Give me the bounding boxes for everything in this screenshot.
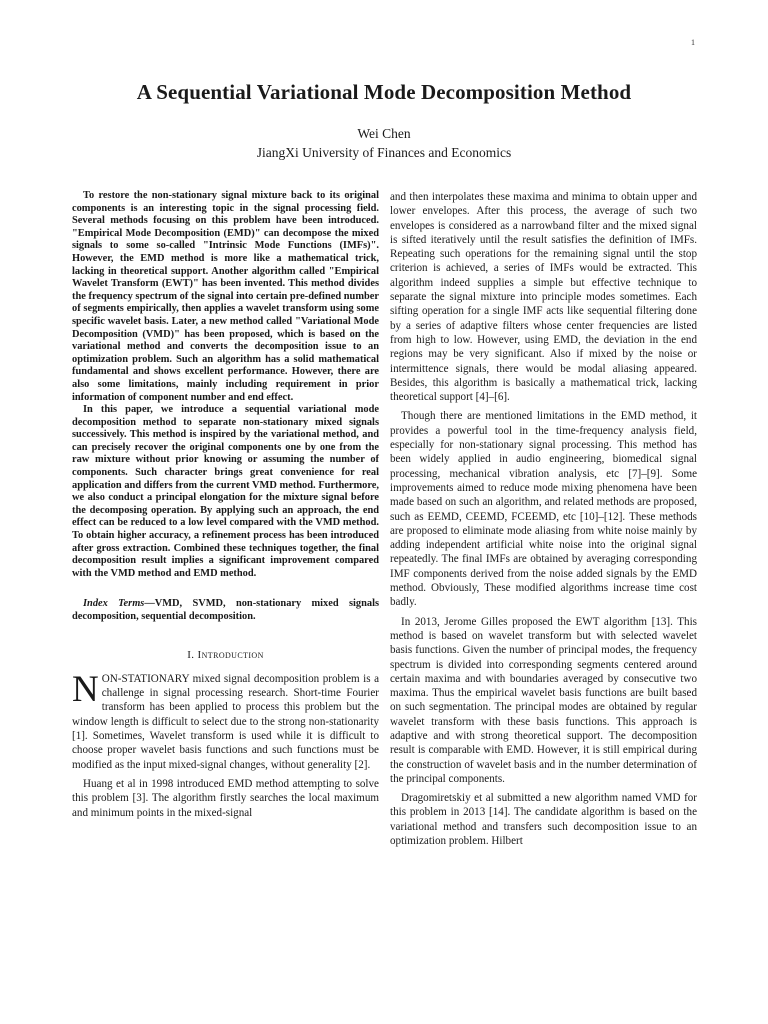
- author-block: [0, 124, 768, 162]
- index-terms-text: —VMD, SVMD, non-stationary mixed signals decomposition, sequential decomposition.: [72, 598, 379, 622]
- paper-title: A Sequential Variational Mode Decomposition Method: [136, 80, 632, 104]
- introduction-body: [72, 668, 379, 820]
- index-terms-label: Index Terms: [83, 598, 145, 610]
- body-paragraph: Huang et al in 1998 introduced EMD method attempting to solve this problem [3]. The algorithm firstly searches the local maximum and minimum points in the mixed-signal: [72, 777, 379, 819]
- index-terms: [72, 598, 379, 623]
- right-column: [390, 190, 697, 853]
- abstract-paragraph: To restore the non-stationary signal mixture back to its original components is an interesting topic in the signal processing field. Several methods focusing on this problem have been introduced. "Empirical Mode Decomposition (EMD)" can decompose the mixed signals to some so-called "Intrinsic Mode Functions (IMFs)". However, the EMD method is more like a mathematical trick, lacking in theoretical support. Another algorithm called "Empirical Wavelet Transform (EWT)" has been invented. This method divides the frequency spectrum of the signal into certain pre-defined number of segments empirically, then applies a wavelet transform using some specific wavelet basis. Later, a new method called "Variational Mode Decomposition (VMD)" has been proposed, which is based on the variational method and converts the decomposition issue to an optimization problem. Such an algorithm has a solid mathematical fundamental and shows excellent performance. However, there are also some limitations, mainly including requirement in prior information of component number and end effect.: [72, 190, 379, 403]
- abstract: [72, 190, 379, 580]
- body-paragraph: Dragomiretskiy et al submitted a new algorithm named VMD for this problem in 2013 [14]. The candidate algorithm is based on the variational method and transfers such decomposition issue to an optimization problem. Hilbert: [390, 792, 697, 848]
- abstract-paragraph: In this paper, we introduce a sequential variational mode decomposition method to separate non-stationary mixed signals successively. This method is inspired by the variational method, and can precisely recover the original components one by one from the raw mixture without prior knowing or assuming the number of components. Such character brings great convenience for real application and differs from the current VMD method. Furthermore, we also conduct a principal elongation for the mixture signal before the decomposing operation. By applying such an approach, the end effect can be reduced to a low level compared with the VMD method. To obtain higher accuracy, a refinement process has been introduced after gross extraction. Combined these techniques together, the final decomposition result implies a significant improvement compared with the VMD method and EMD method.: [72, 404, 379, 579]
- body-paragraph: In 2013, Jerome Gilles proposed the EWT algorithm [13]. This method is based on wavelet transform but with selected wavelet basis functions. Given the number of principal modes, the frequency spectrum is divided into corresponding segments centered around certain maxima and with boundaries averaged by consecutive two maxima. Thus the empirical wavelet basis functions are built based on such segmentation. The principal modes are obtained by regular wavelet transform with these basis functions. This approach is adaptive and with strong theoretical support. The decomposition result is comparable with EMD. However, it is still empirical during the construction of wavelet basis and in the number determination of the principal components.: [390, 615, 697, 785]
- author-name: Wei Chen: [357, 126, 411, 141]
- body-paragraph: [72, 668, 379, 772]
- page-number: 1: [691, 38, 695, 47]
- left-column: [72, 190, 379, 825]
- section-heading-introduction: I. Introduction: [187, 648, 264, 661]
- body-paragraph-text: ON-STATIONARY mixed signal decomposition problem is a challenge in signal processing research. Short-time Fourier transform has been applied to process this problem but the window length is difficult to select due to the strong non-stationarity [1]. Sometimes, Wavelet transform is used while it is difficult to choose proper wavelet basis functions and such functions must be modified as the input mixed-signal changes, without generality [2].: [72, 672, 379, 771]
- drop-cap: N: [72, 668, 99, 710]
- author-affiliation: JiangXi University of Finances and Economics: [256, 145, 512, 160]
- body-paragraph: Though there are mentioned limitations in the EMD method, it provides a powerful tool in the time-frequency analysis field, especially for non-stationary signal processing. This method has been widely applied in audio engineering, biomedical signal processing, mechanical vibration analysis, etc [7]–[9]. Some improvements aimed to reduce mode mixing phenomena have been made based on such an algorithm, and related methods are proposed, such as EEMD, CEEMD, FCEEMD, etc [10]–[12]. These methods are proposed to eliminate mode aliasing from white noise mainly by adding independent artificial white noise into the original signal repeatedly. The final IMFs are obtained by averaging corresponding IMF components derived from the noise added signals by the EMD method. Obviously, These modified algorithms increase time cost badly.: [390, 410, 697, 609]
- body-paragraph: and then interpolates these maxima and minima to obtain upper and lower envelopes. After this process, the average of such two envelopes is considered as a narrowband filter and the mixed signal is sifted iteratively until the result satisfies the definition of IMFs. Repeating such operations for the remaining signal until the stop criterion is achieved, a series of IMFs would be extracted. This algorithm indeed supplies a simple but effective technique to separate the signal mixture into principle modes sometimes. Each sifting operation for a single IMF acts like sequential filtering done by a series of adaptive filters whose center frequencies are listed from high to low. However, using EMD, the deviation in the end regions may be very significant. Also if mixed by the noise or intermittence signals, there would be modal aliasing appeared. Besides, this algorithm is basically a mathematical trick, lacking theoretical support [4]–[6].: [390, 191, 697, 404]
